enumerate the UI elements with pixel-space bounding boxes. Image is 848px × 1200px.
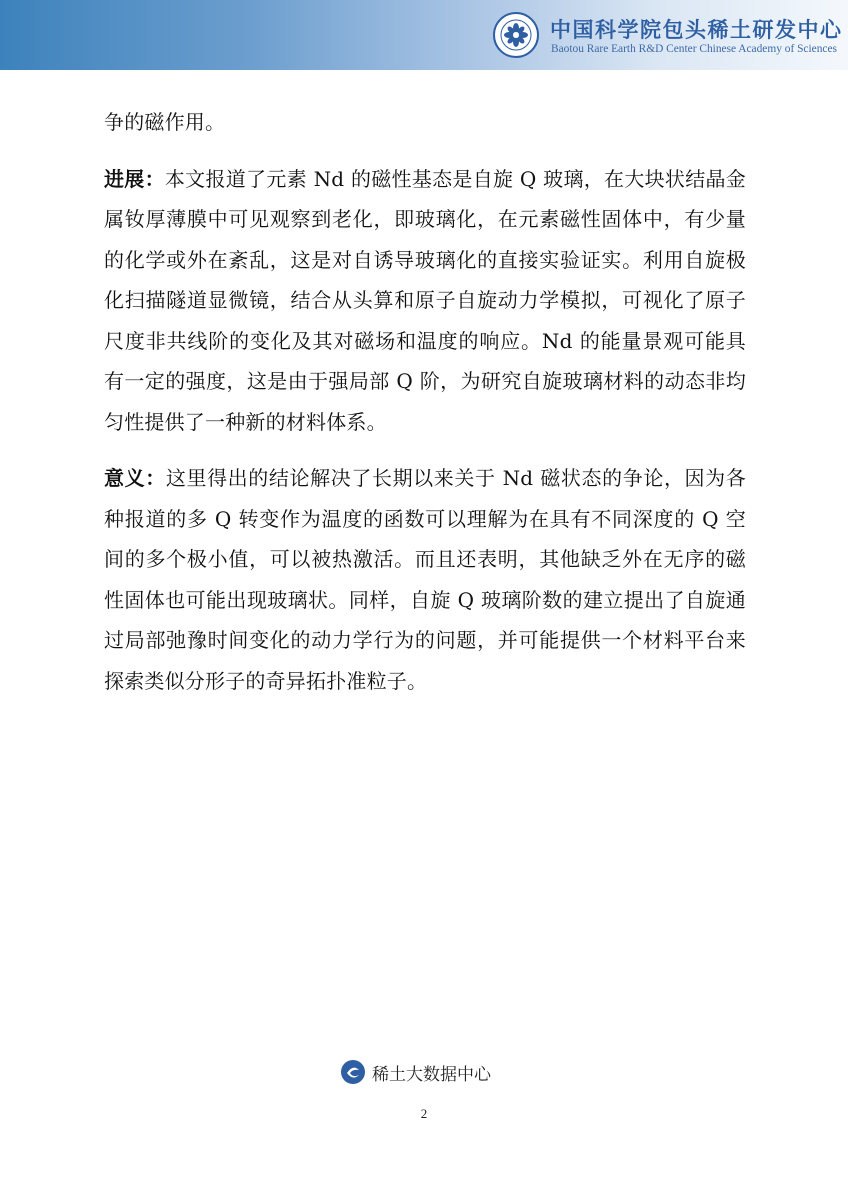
significance-label: 意义：	[104, 466, 166, 490]
significance-text: 这里得出的结论解决了长期以来关于 Nd 磁状态的争论，因为各种报道的多 Q 转变作为温度的函数可以理解为在具有不同深度的 Q 空间的多个极小值，可以被热激活。而且还表明，其他缺乏外在无序的磁性固体也可能出现玻璃状。同样，自旋 Q 玻璃阶数的建立提出了自旋通过局部弛豫时间变化的动力学行为的问题，并可能提供一个材料平台来探索类似分形子的奇异拓扑准粒子。	[104, 466, 746, 693]
continuation-paragraph: 争的磁作用。	[104, 110, 226, 134]
progress-text: 本文报道了元素 Nd 的磁性基态是自旋 Q 玻璃，在大块状结晶金属钕厚薄膜中可见观察到老化，即玻璃化，在元素磁性固体中，有少量的化学或外在紊乱，这是对自诱导玻璃化的直接实验证实。利用自旋极化扫描隧道显微镜，结合从头算和原子自旋动力学模拟，可视化了原子尺度非共线阶的变化及其对磁场和温度的响应。Nd 的能量景观可能具有一定的强度，这是由于强局部 Q 阶，为研究自旋玻璃材料的动态非均匀性提供了一种新的材料体系。	[104, 166, 747, 434]
progress-paragraph	[104, 159, 746, 443]
footer-brand-text: 稀土大数据中心	[372, 1064, 491, 1085]
significance-paragraph	[104, 458, 746, 701]
org-name-en: Baotou Rare Earth R&D Center Chinese Academy of Sciences	[551, 43, 837, 55]
footer-brand	[340, 1058, 491, 1086]
document-body	[104, 102, 746, 717]
progress-label: 进展：	[104, 166, 165, 191]
rare-earth-data-logo-icon	[340, 1059, 366, 1085]
cas-seal-icon	[493, 12, 539, 58]
page-header	[0, 0, 848, 70]
org-name-cn: 中国科学院包头稀土研发中心	[550, 17, 843, 42]
page-number: 2	[420, 1106, 428, 1121]
